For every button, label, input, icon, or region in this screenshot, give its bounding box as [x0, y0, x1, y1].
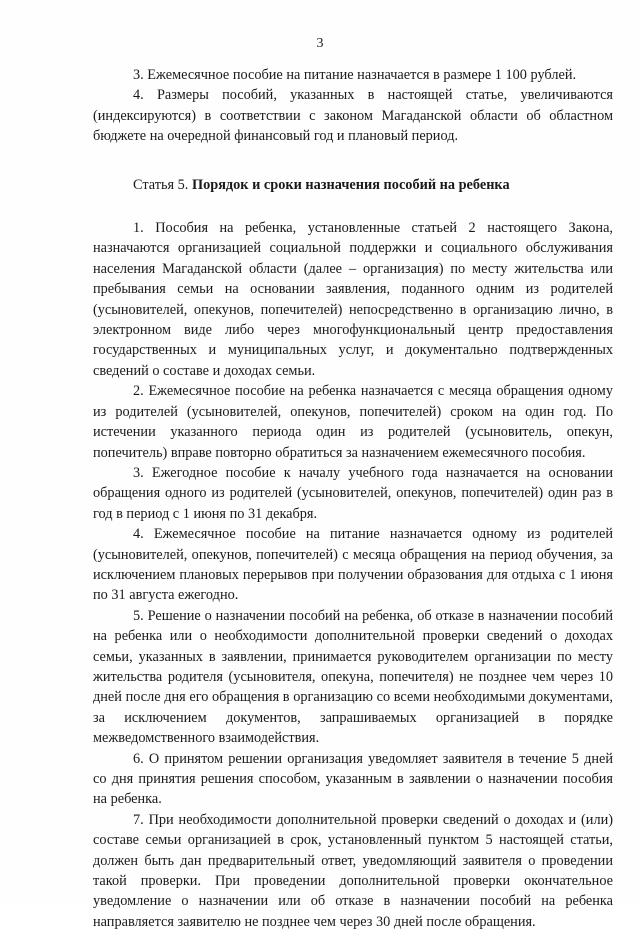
article-paragraph-7: 7. При необходимости дополнительной проверки сведений о доходах и (или) составе семьи организацией в срок, установленный пунктом 5 настоящей статьи, должен быть дан предварительный ответ, уведомляющий заявителя о проведении такой проверки. При проведении дополнительной проверки окончательное уведомление о назначении или об отказе в назначении пособий на ребенка направляется заявителю не позднее чем через 30 дней после обращения. — [93, 811, 613, 930]
article-paragraph-6: 6. О принятом решении организация уведомляет заявителя в течение 5 дней со дня принятия решения способом, указанным в заявлении о назначении пособия на ребенка. — [93, 750, 613, 808]
article-paragraph-5: 5. Решение о назначении пособий на ребенка, об отказе в назначении пособий на ребенка или о необходимости дополнительной проверки сведений о доходах семьи, указанных в заявлении, принимается руководителем организации по месту жительства родителя (усыновителя, опекуна, попечителя) не позднее чем через 10 дней после дня его обращения в организацию со всеми необходимыми документами, за исключением документов, запрашиваемых организацией в порядке межведомственного взаимодействия. — [93, 607, 613, 747]
article-label: Статья 5. — [133, 176, 189, 193]
article-heading — [93, 175, 613, 195]
article-paragraph-4: 4. Ежемесячное пособие на питание назначается одному из родителей (усыновителей, опекунов, попечителей) с месяца обращения на период обучения, за исключением плановых перерывов при получении образования для отдыха с 1 июня по 31 августа ежегодно. — [93, 526, 613, 604]
page-number: 3 — [316, 36, 324, 51]
article-paragraph-1: 1. Пособия на ребенка, установленные статьей 2 настоящего Закона, назначаются организацией социальной поддержки и социального обслуживания населения Магаданской области (далее – организация) по месту жительства или пребывания семьи на основании заявления, поданного одним из родителей (усыновителей, опекунов, попечителей) непосредственно в организацию лично, в электронном виде либо через многофункциональный центр предоставления государственных и муниципальных услуг, и документально подтвержденных сведений о составе и доходах семьи. — [93, 220, 613, 379]
document-body — [93, 65, 613, 932]
paragraph-item-4: 4. Размеры пособий, указанных в настоящей статье, увеличиваются (индексируются) в соответствии с законом Магаданской области об областном бюджете на очередной финансовый год и плановый период. — [93, 87, 613, 145]
article-title: Порядок и сроки назначения пособий на ребенка — [191, 176, 510, 193]
article-paragraph-3: 3. Ежегодное пособие к началу учебного года назначается на основании обращения одного из родителей (усыновителей, опекунов, попечителей) один раз в год в период с 1 июня по 31 декабря. — [93, 464, 613, 522]
paragraph-item-3: 3. Ежемесячное пособие на питание назначается в размере 1 100 рублей. — [133, 67, 577, 83]
article-paragraph-2: 2. Ежемесячное пособие на ребенка назначается с месяца обращения одному из родителей (усыновителей, опекунов, попечителей) сроком на один год. По истечении указанного периода один из родителей (усыновитель, опекун, попечитель) вправе повторно обратиться за назначением ежемесячного пособия. — [93, 383, 613, 461]
